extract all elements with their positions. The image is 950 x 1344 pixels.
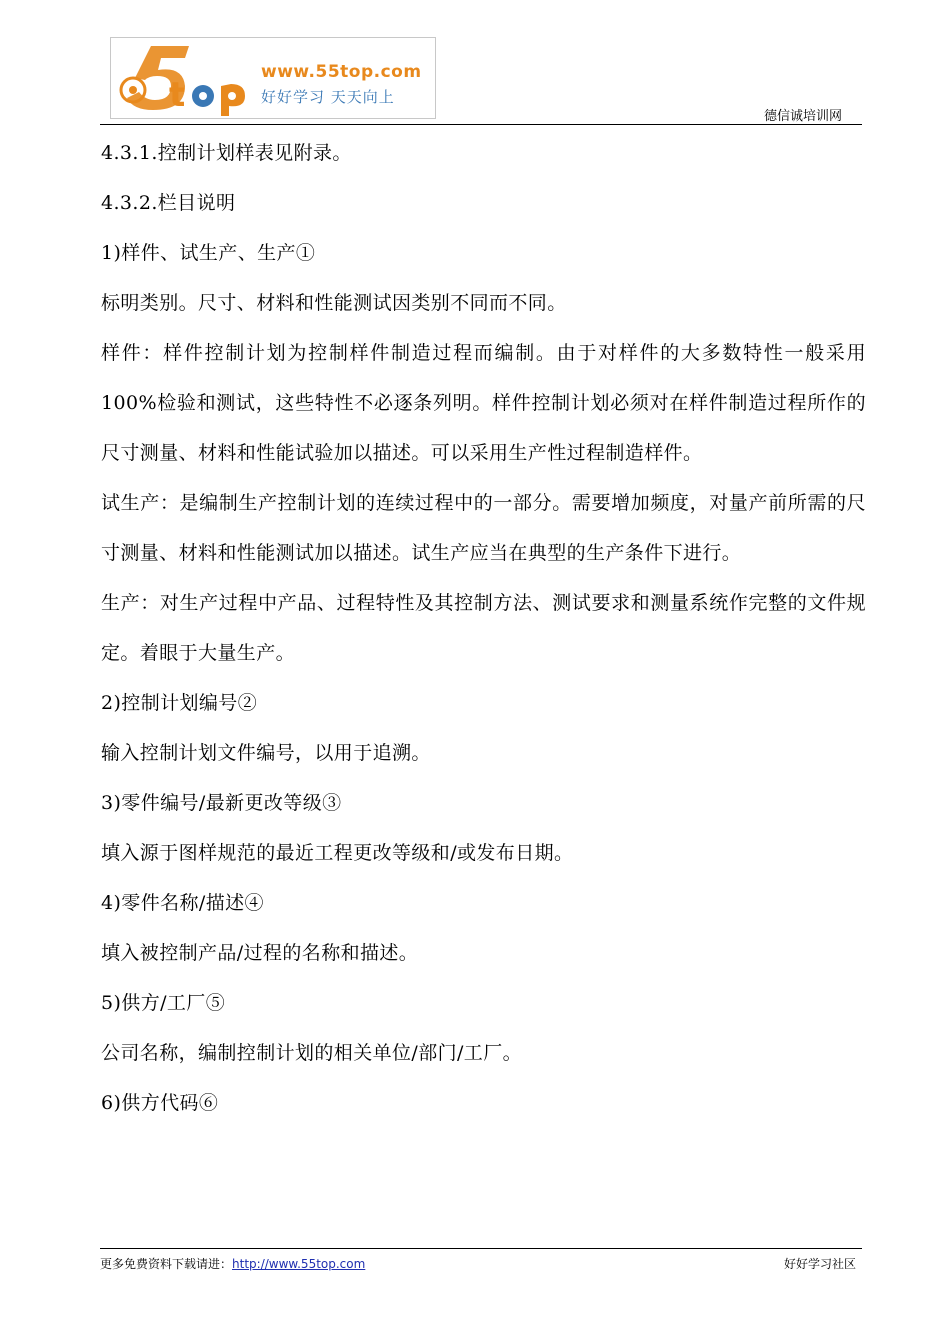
svg-text:t: t xyxy=(169,75,186,115)
header-divider xyxy=(100,124,862,125)
paragraph: 输入控制计划文件编号，以用于追溯。 xyxy=(101,742,431,764)
site-name: 德信诚培训网 xyxy=(763,109,842,124)
paragraph: 填入源于图样规范的最近工程更改等级和/或发布日期。 xyxy=(101,842,574,864)
item-heading-6: 6)供方代码⑥ xyxy=(101,1092,219,1114)
item-heading-5: 5)供方/工厂⑤ xyxy=(101,992,226,1014)
document-body xyxy=(101,128,873,1128)
item-heading-1: 1)样件、试生产、生产① xyxy=(101,242,316,264)
paragraph-production: 生产：对生产过程中产品、过程特性及其控制方法、测试要求和测量系统作完整的文件规定。着眼于大量生产。 xyxy=(101,592,866,664)
footer-community-label: 好好学习社区 xyxy=(783,1257,856,1271)
footer-divider xyxy=(100,1248,862,1249)
logo-slogan: 好好学习 天天向上 xyxy=(261,88,395,106)
item-heading-3: 3)零件编号/最新更改等级③ xyxy=(101,792,342,814)
site-logo xyxy=(110,37,436,119)
paragraph-sample: 样件：样件控制计划为控制样件制造过程而编制。由于对样件的大多数特性一般采用 100%检验和测试，这些特性不必逐条列明。样件控制计划必须对在样件制造过程所作的尺寸测量、材料和性能试验加以描述。可以采用生产性过程制造样件。 xyxy=(101,342,873,464)
paragraph-pilot: 试生产：是编制生产控制计划的连续过程中的一部分。需要增加频度，对量产前所需的尺寸测量、材料和性能测试加以描述。试生产应当在典型的生产条件下进行。 xyxy=(101,492,866,564)
paragraph: 公司名称，编制控制计划的相关单位/部门/工厂。 xyxy=(101,1042,523,1064)
footer-download-label: 更多免费资料下载请进： xyxy=(100,1257,233,1271)
item-heading-4: 4)零件名称/描述④ xyxy=(101,892,264,914)
paragraph: 填入被控制产品/过程的名称和描述。 xyxy=(101,942,419,964)
logo-url-text: www.55top.com xyxy=(261,62,422,82)
footer-download-note xyxy=(100,1255,365,1272)
paragraph: 标明类别。尺寸、材料和性能测试因类别不同而不同。 xyxy=(101,292,567,314)
section-heading-4-3-1: 4.3.1.控制计划样表见附录。 xyxy=(101,142,352,164)
section-heading-4-3-2: 4.3.2.栏目说明 xyxy=(101,192,236,214)
item-heading-2: 2)控制计划编号② xyxy=(101,692,258,714)
logo-55top-graphic xyxy=(111,38,261,118)
footer-website-link[interactable]: http://www.55top.com xyxy=(232,1257,366,1271)
